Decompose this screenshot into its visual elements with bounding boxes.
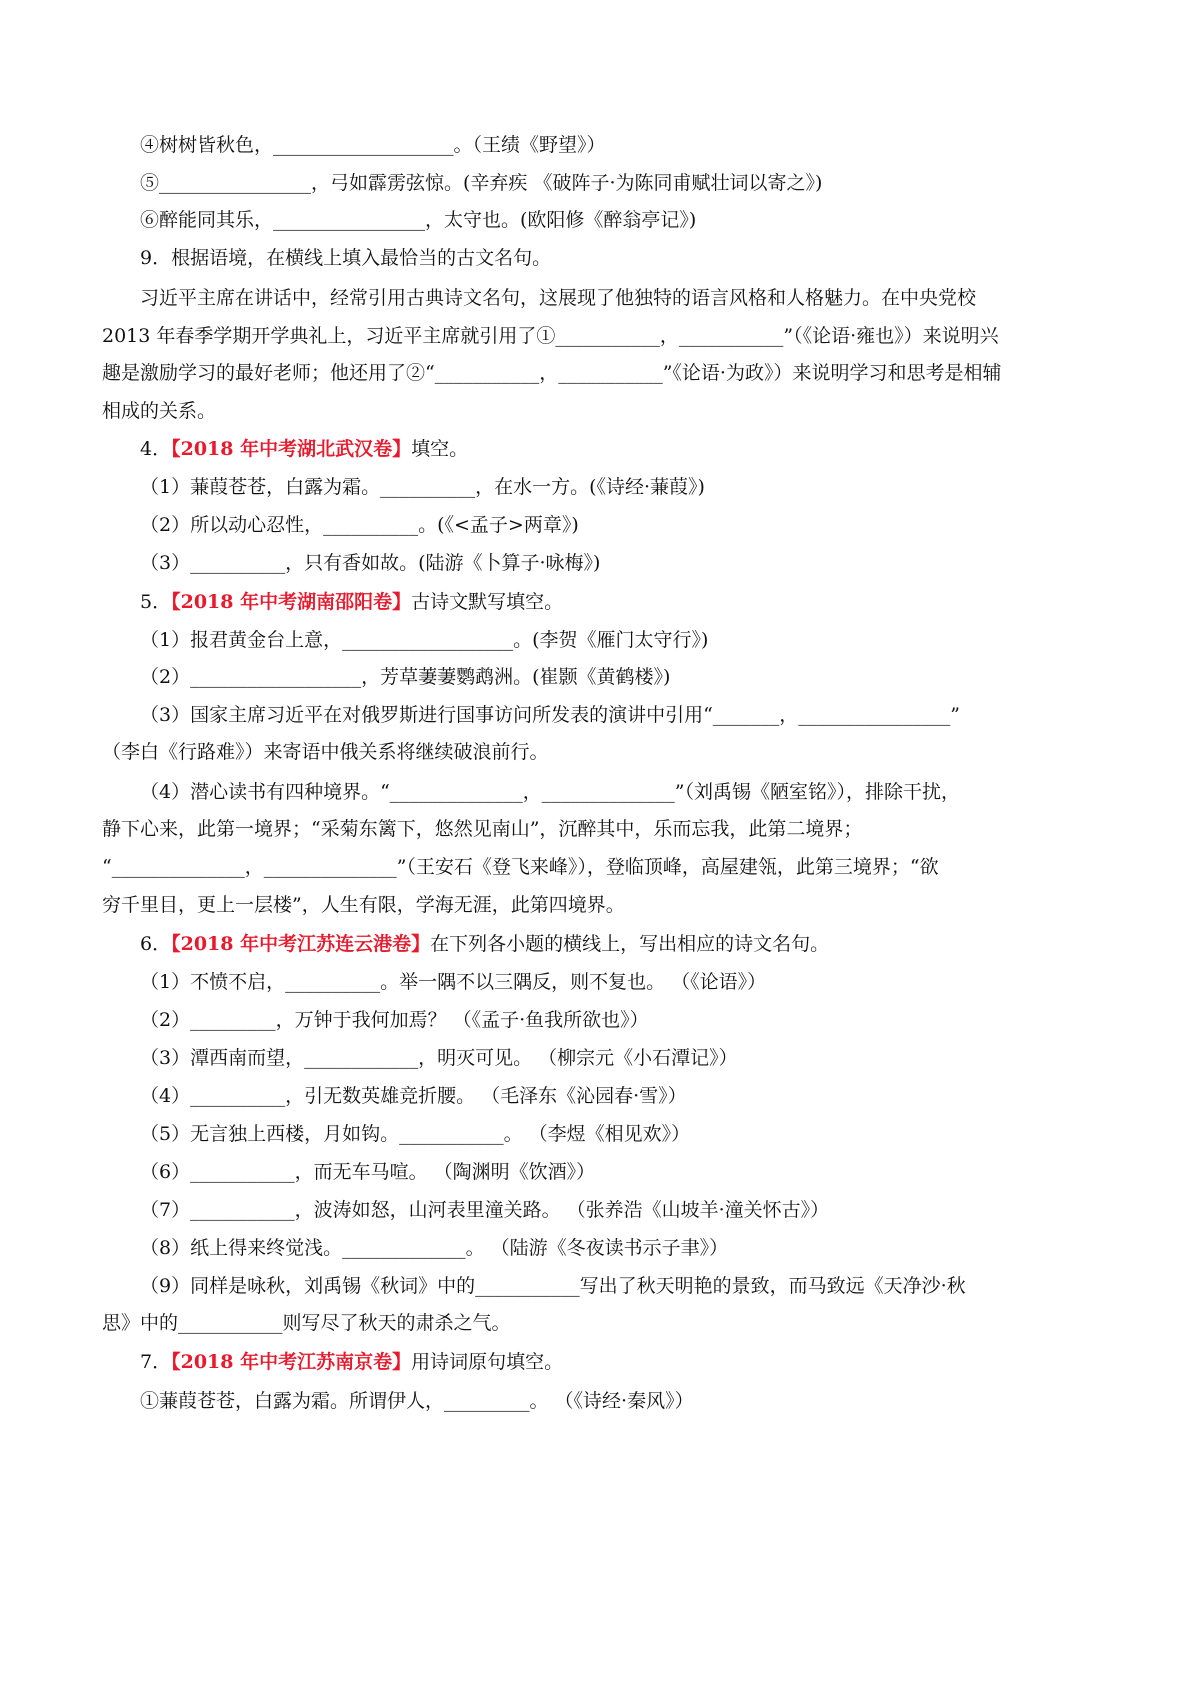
text-line: ④树树皆秋色，___________________。（王绩《野望》） xyxy=(140,134,606,156)
text-line: 思》中的___________则写尽了秋天的肃杀之气。 xyxy=(102,1312,511,1334)
text-line: （3）__________，只有香如故。(陆游《卜算子·咏梅》) xyxy=(140,552,601,574)
source-tag: 【2018 年中考湖南邵阳卷】 xyxy=(171,591,412,613)
question-6-heading xyxy=(140,929,829,959)
text-line: （3）潭西南而望，____________，明灭可见。 （柳宗元《小石潭记》） xyxy=(140,1047,738,1069)
text-line: （1）报君黄金台上意，__________________。(李贺《雁门太守行》) xyxy=(140,629,709,651)
question-number: 5． xyxy=(140,591,172,613)
text-line: ①蒹葭苍苍，白露为霜。所谓伊人，_________。 （《诗经·秦风》） xyxy=(140,1390,694,1412)
question-number: 6． xyxy=(140,933,172,955)
question-number: 7． xyxy=(140,1351,172,1373)
question-9-heading: 9．根据语境，在横线上填入最恰当的古文名句。 xyxy=(140,247,552,269)
question-text: 在下列各小题的横线上，写出相应的诗文名句。 xyxy=(430,933,830,955)
text-line: （李白《行路难》）来寄语中俄关系将继续破浪前行。 xyxy=(102,741,549,763)
text-line: （4）潜心读书有四种境界。“______________，______________”（刘禹锡《陋室铭》），排除干扰， xyxy=(140,781,961,803)
question-4-heading xyxy=(140,434,468,464)
question-7-heading xyxy=(140,1347,563,1377)
text-line: （2）所以动心忍性，__________。(《<孟子>两章》) xyxy=(140,514,579,536)
text-line: （1）蒹葭苍苍，白露为霜。__________，在水一方。(《诗经·蒹葭》) xyxy=(140,476,705,498)
text-line: （7）___________，波涛如怒，山河表里潼关路。 （张养浩《山坡羊·潼关怀古》） xyxy=(140,1199,830,1221)
question-5-heading xyxy=(140,587,563,617)
text-line: 穷千里目，更上一层楼”，人生有限，学海无涯，此第四境界。 xyxy=(102,894,625,916)
text-line: （4）__________，引无数英雄竞折腰。 （毛泽东《沁园春·雪》） xyxy=(140,1085,687,1107)
text-line: （8）纸上得来终觉浅。_____________。 （陆游《冬夜读书示子聿》） xyxy=(140,1237,729,1259)
text-line: （6）___________，而无车马喧。 （陶渊明《饮酒》） xyxy=(140,1161,596,1183)
question-text: 古诗文默写填空。 xyxy=(411,591,564,613)
question-text: 用诗词原句填空。 xyxy=(411,1351,564,1373)
text-line: （2）_________，万钟于我何加焉？ （《孟子·鱼我所欲也》） xyxy=(140,1009,649,1031)
text-line: （1）不愤不启，__________。举一隅不以三隅反，则不复也。 （《论语》） xyxy=(140,971,767,993)
question-text: 填空。 xyxy=(411,438,469,460)
source-tag: 【2018 年中考江苏连云港卷】 xyxy=(171,933,431,955)
text-line: 相成的关系。 xyxy=(102,400,217,422)
text-line: （5）无言独上西楼，月如钩。___________。 （李煜《相见欢》） xyxy=(140,1123,691,1145)
text-line: ⑥醉能同其乐，________________，太守也。(欧阳修《醉翁亭记》) xyxy=(140,209,697,231)
text-line: （9）同样是咏秋，刘禹锡《秋词》中的___________写出了秋天明艳的景致，而马致远《天净沙·秋 xyxy=(140,1275,966,1297)
source-tag: 【2018 年中考江苏南京卷】 xyxy=(171,1351,412,1373)
text-line: 2013 年春季学期开学典礼上，习近平主席就引用了①___________，___________”（《论语·雍也》）来说明兴 xyxy=(102,325,999,347)
text-line: “______________，______________”（王安石《登飞来峰》），登临顶峰，高屋建瓴，此第三境界；“欲 xyxy=(102,856,939,878)
text-line: ⑤________________，弓如霹雳弦惊。(辛弃疾 《破阵子·为陈同甫赋壮词以寄之》) xyxy=(140,172,823,194)
text-line: 趣是激励学习的最好老师；他还用了②“___________，___________”《论语·为政》）来说明学习和思考是相辅 xyxy=(102,362,1002,384)
text-line: （3）国家主席习近平在对俄罗斯进行国事访问所发表的演讲中引用“_______，________________” xyxy=(140,704,961,726)
text-line: （2）__________________，芳草萋萋鹦鹉洲。(崔颢《黄鹤楼》) xyxy=(140,666,671,688)
source-tag: 【2018 年中考湖北武汉卷】 xyxy=(171,438,412,460)
text-line: 静下心来，此第一境界；“采菊东篱下，悠然见南山”，沉醉其中，乐而忘我，此第二境界； xyxy=(102,818,863,840)
question-number: 4． xyxy=(140,438,172,460)
text-line: 习近平主席在讲话中，经常引用古典诗文名句，这展现了他独特的语言风格和人格魅力。在中央党校 xyxy=(140,287,977,309)
